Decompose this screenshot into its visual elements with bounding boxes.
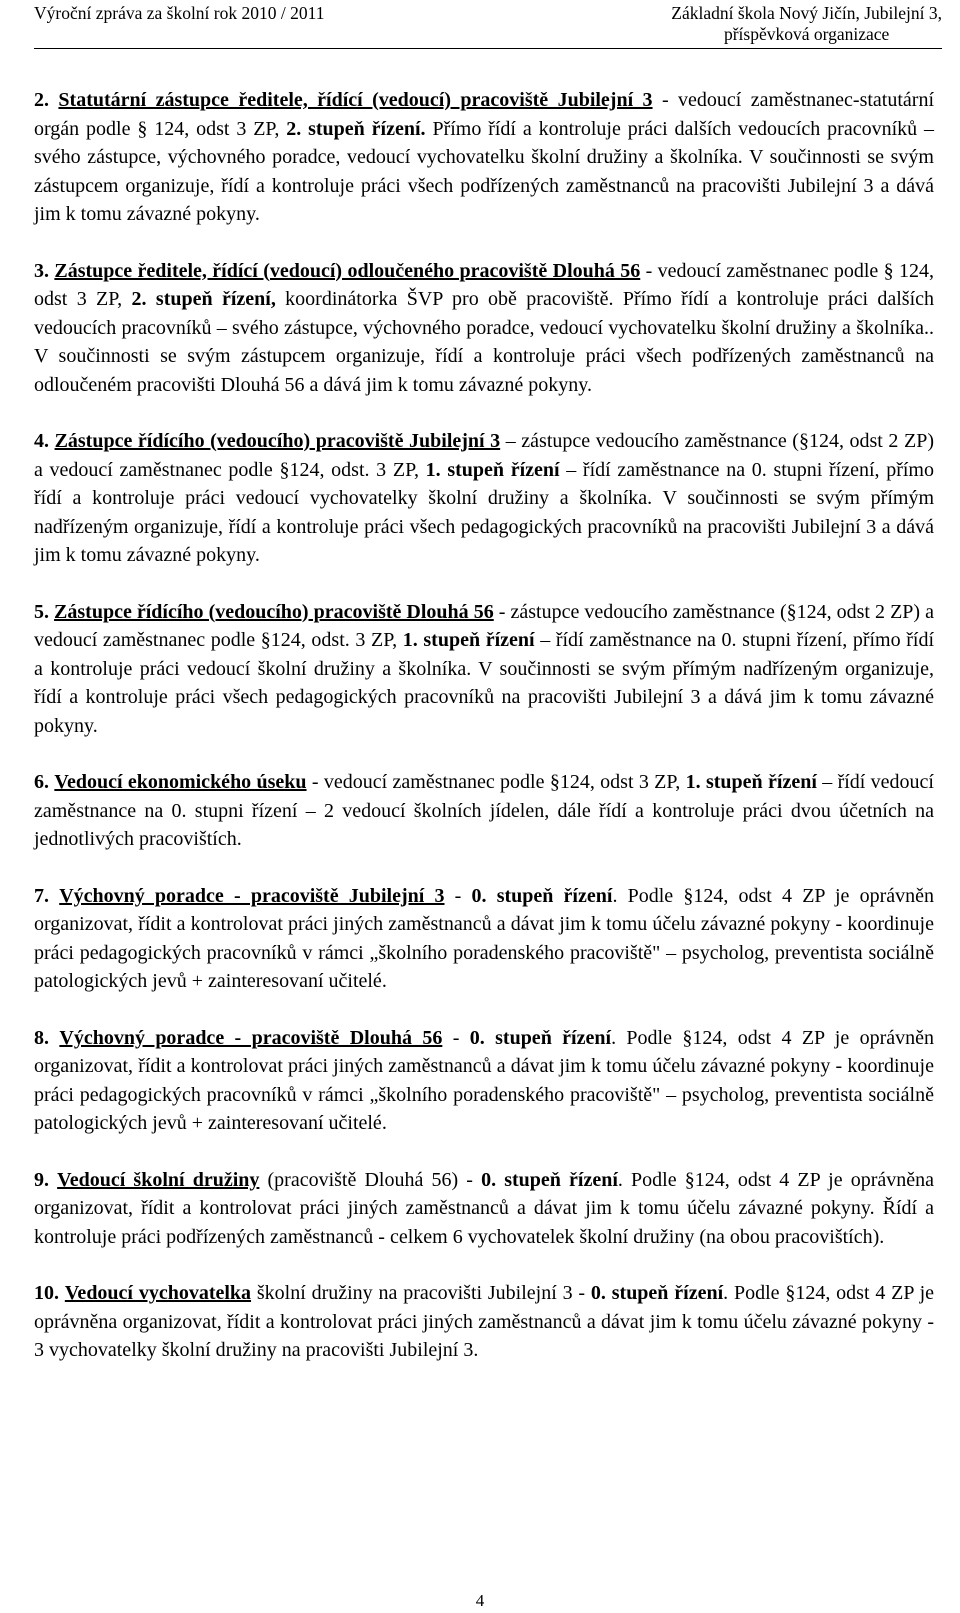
section-paragraph [34, 882, 934, 996]
section-text: koordinátorka ŠVP pro obě pracoviště. Přímo řídí a kontroluje práci dalších vedoucích pracovníků – svého zástupce, výchovného poradce, vedoucí vychovatelku školní družiny a školníka.. V součinnosti se svým zástupcem organizuje, řídí a kontroluje práci všech podřízených zaměstnanců na odloučeném pracovišti Dlouhá 56 a dává jim k tomu závazné pokyny. [34, 288, 935, 396]
section-title: Vedoucí vychovatelka [64, 1282, 252, 1304]
section-level: 0. stupeň řízení [469, 1026, 612, 1049]
section-paragraph [34, 768, 934, 854]
section-text: Přímo řídí a kontroluje práci dalších vedoucích pracovníků – svého zástupce, výchovného poradce, vedoucí vychovatelku školní družiny a školníka. V součinnosti se svým zástupcem organizuje, řídí a kontroluje práci všech podřízených zaměstnanců na pracovišti Jubilejní 3 a dává jim k tomu závazné pokyny. [34, 117, 935, 225]
section-paragraph [34, 427, 934, 570]
section-text: – řídí zaměstnance na 0. stupni řízení, přímo řídí a kontroluje práci vedoucí školní družiny a školníka. V součinnosti se svým přímým nadřízeným organizuje, řídí a kontroluje práci všech pedagogických pracovníků na pracovišti Jubilejní 3 a dává jim k tomu závazné pokyny. [34, 629, 934, 737]
section-paragraph [34, 1166, 934, 1252]
section-level: 1. stupeň řízení [685, 771, 817, 793]
section-title: Zástupce řídícího (vedoucího) pracoviště Jubilejní 3 [54, 430, 501, 452]
section-text: - vedoucí zaměstnanec-statutární orgán podle § 124, odst 3 ZP, [34, 89, 935, 140]
header-school-line2: příspěvková organizace [723, 24, 890, 44]
section-paragraph [34, 598, 934, 741]
section-level: 1. stupeň řízení [402, 629, 535, 651]
document-body [34, 86, 934, 1365]
section-level: 0. stupeň řízení [471, 884, 613, 907]
section-text: - vedoucí zaměstnanec podle §124, odst 3 ZP, [306, 771, 686, 793]
section-number: 7. [34, 884, 49, 907]
section-number: 9. [34, 1168, 49, 1191]
section-title: Statutární zástupce ředitele, řídící (vedoucí) pracoviště Jubilejní 3 [58, 89, 653, 111]
header-report-title: Výroční zpráva za školní rok 2010 / 2011 [34, 3, 325, 23]
section-title: Vedoucí školní družiny [57, 1168, 260, 1191]
section-text: – řídí vedoucí zaměstnance na 0. stupni řízení – 2 vedoucí školních jídelen, dále řídí a kontroluje práci dvou účetních na jednotlivých pracovištích. [34, 771, 934, 850]
section-text: - [442, 1026, 470, 1049]
header-school-name [671, 3, 942, 45]
page-header [34, 0, 942, 49]
section-paragraph [34, 1279, 934, 1365]
section-level: 0. stupeň řízení [481, 1168, 618, 1191]
section-number: 5. [34, 600, 49, 623]
section-title: Výchovný poradce - pracoviště Jubilejní 3 [59, 884, 445, 907]
section-text: (pracoviště Dlouhá 56) - [259, 1168, 482, 1191]
section-number: 3. [34, 259, 49, 282]
section-level: 1. stupeň řízení [425, 458, 560, 481]
section-text: – řídí zaměstnance na 0. stupni řízení, přímo řídí a kontroluje práci vedoucí vychovatelky školní družiny a školníka. V součinnosti se svým přímým nadřízeným organizuje, řídí a kontroluje práci všech pedagogických pracovníků na pracovišti Jubilejní 3 a dává jim k tomu závazné pokyny. [34, 458, 934, 566]
section-level: 2. stupeň řízení. [286, 117, 426, 140]
section-text: – zástupce vedoucího zaměstnance (§124, odst 2 ZP) a vedoucí zaměstnanec podle §124, odst. 3 ZP, [34, 430, 934, 481]
section-number: 10. [34, 1282, 59, 1304]
section-title: Výchovný poradce - pracoviště Dlouhá 56 [59, 1026, 443, 1049]
section-paragraph [34, 257, 934, 400]
section-text: školní družiny na pracovišti Jubilejní 3 - [251, 1282, 591, 1304]
header-school-line1: Základní škola Nový Jičín, Jubilejní 3, [671, 3, 942, 23]
section-text: - vedoucí zaměstnanec podle § 124, odst 3 ZP, [34, 259, 935, 310]
section-number: 8. [34, 1026, 49, 1049]
section-title: Vedoucí ekonomického úseku [54, 771, 307, 793]
section-text: . Podle §124, odst 4 ZP je oprávněn organizovat, řídit a kontrolovat práci jiných zaměstnanců a dávat jim k tomu účelu závazné pokyny - koordinuje práci pedagogických pracovníků v rámci „školního poradenského pracoviště" – psycholog, preventista sociálně patologických jevů + zainteresovaní učitelé. [34, 884, 935, 992]
section-text: - zástupce vedoucího zaměstnance (§124, odst 2 ZP) a vedoucí zaměstnanec podle §124, odst. 3 ZP, [34, 600, 935, 651]
section-paragraph [34, 86, 934, 229]
page-number: 4 [475, 1591, 485, 1610]
section-level: 0. stupeň řízení [590, 1282, 724, 1304]
section-text: . Podle §124, odst 4 ZP je oprávněn organizovat, řídit a kontrolovat práci jiných zaměstnanců a dávat jim k tomu účelu závazné pokyny - koordinuje práci pedagogických pracovníků v rámci „školního poradenského pracoviště" – psycholog, preventista sociálně patologických jevů + zainteresovaní učitelé. [34, 1026, 935, 1134]
section-level: 2. stupeň řízení, [131, 288, 276, 310]
section-number: 4. [34, 430, 49, 452]
section-title: Zástupce řídícího (vedoucího) pracoviště Dlouhá 56 [54, 600, 494, 623]
section-number: 2. [34, 89, 49, 111]
section-paragraph [34, 1024, 934, 1138]
section-text: . Podle §124, odst 4 ZP je oprávněna organizovat, řídit a kontrolovat práci jiných zaměstnanců a dávat jim k tomu účelu závazné pokyny. Řídí a kontroluje práci podřízených zaměstnanců - celkem 6 vychovatelek školní družiny (na obou pracovištích). [34, 1168, 935, 1248]
section-title: Zástupce ředitele, řídící (vedoucí) odloučeného pracoviště Dlouhá 56 [54, 259, 641, 282]
section-number: 6. [34, 771, 49, 793]
section-text: - [444, 884, 472, 907]
section-text: . Podle §124, odst 4 ZP je oprávněna organizovat, řídit a kontrolovat práci jiných zaměstnanců a dávat jim k tomu účelu závazné pokyny - 3 vychovatelky školní družiny na pracovišti Jubilejní 3. [34, 1282, 935, 1361]
